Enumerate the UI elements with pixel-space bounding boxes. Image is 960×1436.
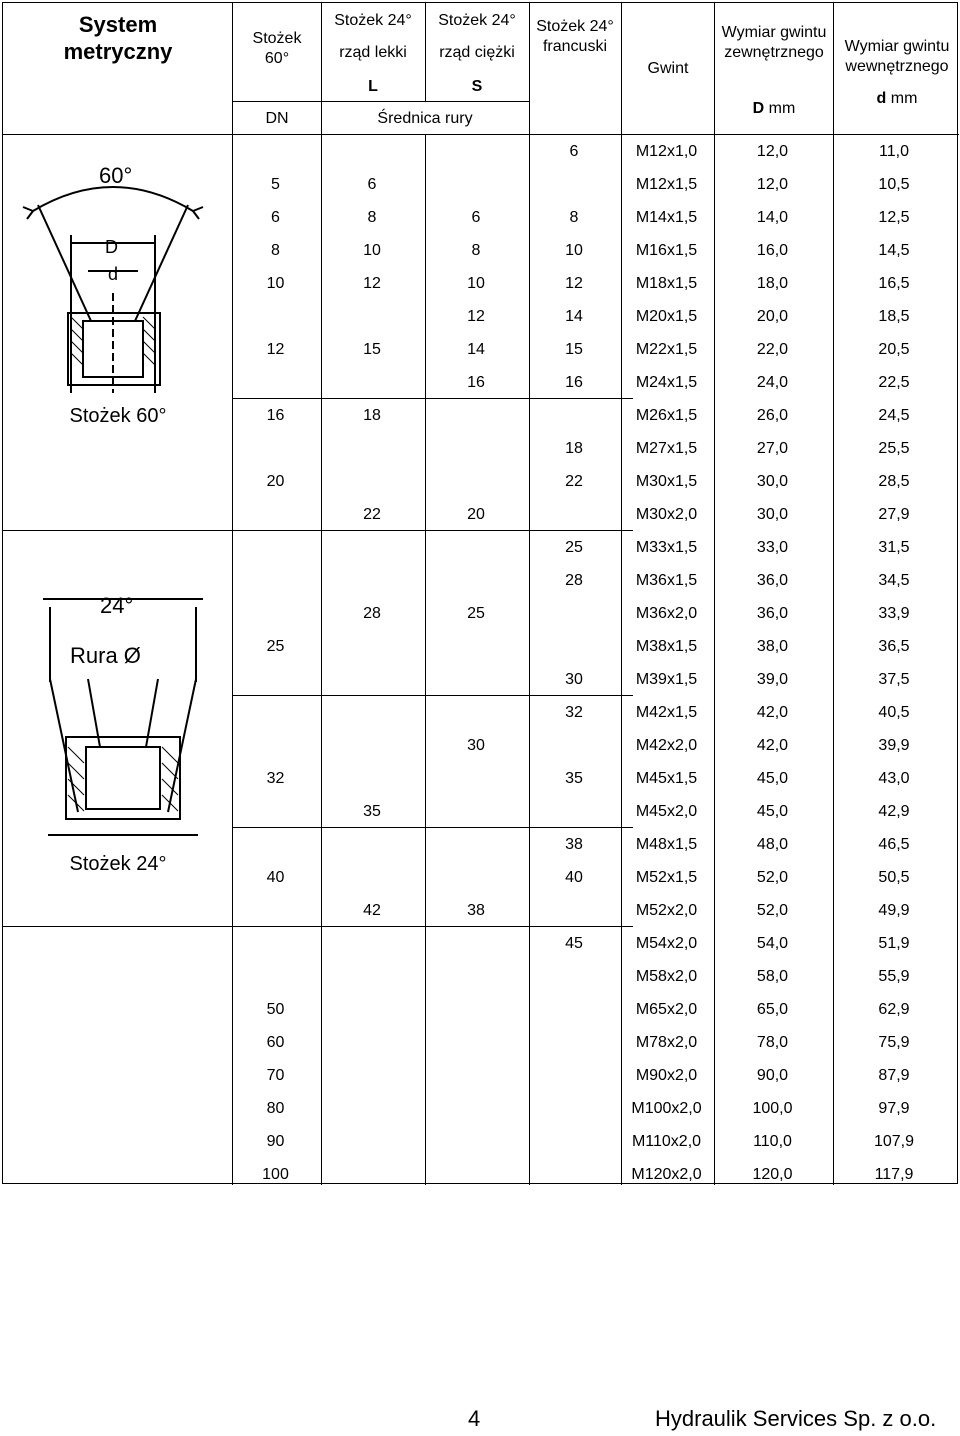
cell-thread: M120x2,0 xyxy=(631,1166,702,1183)
cell-heavy xyxy=(424,927,528,960)
cell-thread: M78x2,0 xyxy=(635,1034,698,1051)
table-row xyxy=(231,828,956,861)
cell-dn: 60 xyxy=(266,1034,285,1051)
cell-light xyxy=(320,1158,424,1191)
cell-ext-diameter: 45,0 xyxy=(756,770,789,787)
cell-heavy: 12 xyxy=(467,308,485,325)
fig60-D: D xyxy=(105,237,118,257)
cell-thread: M22x1,5 xyxy=(635,341,698,358)
cell-thread: M27x1,5 xyxy=(635,440,698,457)
cell-int-diameter: 28,5 xyxy=(878,473,910,490)
header-ext-thread: Wymiar gwintu zewnętrznego xyxy=(721,24,827,61)
table-row xyxy=(231,729,956,762)
cell-french: 8 xyxy=(569,209,579,226)
cell-thread: M45x1,5 xyxy=(635,770,698,787)
cell-thread: M18x1,5 xyxy=(635,275,698,292)
cell-french xyxy=(528,168,620,201)
cone60-figure xyxy=(13,153,223,403)
cell-heavy: 14 xyxy=(467,341,485,358)
cell-french xyxy=(528,1125,620,1158)
table-row xyxy=(231,960,956,993)
cell-int-diameter: 11,0 xyxy=(879,143,909,160)
cell-ext-diameter: 120,0 xyxy=(752,1166,793,1183)
cell-thread: M52x2,0 xyxy=(635,902,698,919)
cell-thread: M38x1,5 xyxy=(635,638,698,655)
cell-french: 35 xyxy=(565,770,583,787)
header-S: S xyxy=(471,78,483,95)
cell-int-diameter: 42,9 xyxy=(878,803,910,820)
divider xyxy=(425,3,426,101)
cell-light xyxy=(320,762,424,795)
cell-int-diameter: 49,9 xyxy=(878,902,910,919)
fig60-angle: 60° xyxy=(99,163,133,188)
header-cone24-french: Stożek 24° francuski xyxy=(536,18,614,55)
table-row xyxy=(231,201,956,234)
cell-thread: M48x1,5 xyxy=(635,836,698,853)
table-row xyxy=(231,927,956,960)
table-row xyxy=(231,498,956,531)
cell-thread: M100x2,0 xyxy=(631,1100,702,1117)
cell-light xyxy=(320,828,424,861)
table-row xyxy=(231,1026,956,1059)
table-row xyxy=(231,135,956,168)
cell-ext-diameter: 36,0 xyxy=(756,605,789,622)
cell-dn xyxy=(231,828,320,861)
header-cone24-light: Stożek 24° xyxy=(334,12,412,29)
cell-dn: 12 xyxy=(266,341,285,358)
cell-light xyxy=(320,531,424,564)
cell-ext-diameter: 20,0 xyxy=(756,308,789,325)
cone60-label: Stożek 60° xyxy=(69,405,167,427)
table-row xyxy=(231,894,956,927)
cell-dn: 16 xyxy=(266,407,285,424)
cell-thread: M12x1,5 xyxy=(635,176,698,193)
cell-french: 14 xyxy=(565,308,583,325)
cell-light xyxy=(320,1125,424,1158)
cell-light: 18 xyxy=(363,407,381,424)
cell-light xyxy=(320,861,424,894)
cell-thread: M54x2,0 xyxy=(635,935,698,952)
header-cone24-light-row: rząd lekki xyxy=(339,44,407,61)
cell-int-diameter: 37,5 xyxy=(878,671,910,688)
cell-ext-diameter: 110,0 xyxy=(753,1133,792,1150)
cell-light xyxy=(320,630,424,663)
cell-dn xyxy=(231,564,320,597)
cell-heavy xyxy=(424,696,528,729)
cell-french: 6 xyxy=(569,143,579,160)
cell-french xyxy=(528,597,620,630)
cell-french: 38 xyxy=(565,836,583,853)
cell-light xyxy=(320,663,424,696)
cell-light: 35 xyxy=(363,803,381,820)
cell-ext-diameter: 42,0 xyxy=(756,737,789,754)
page-number: 4 xyxy=(468,1406,481,1431)
cell-int-diameter: 22,5 xyxy=(878,374,910,391)
cell-dn xyxy=(231,366,320,399)
cell-ext-diameter: 12,0 xyxy=(756,176,789,193)
cell-dn xyxy=(231,960,320,993)
header-L: L xyxy=(368,78,378,95)
cell-int-diameter: 10,5 xyxy=(878,176,910,193)
cell-french: 25 xyxy=(565,539,583,556)
cell-int-diameter: 12,5 xyxy=(878,209,910,226)
cell-thread: M39x1,5 xyxy=(635,671,698,688)
fig24-pipe: Rura Ø xyxy=(70,643,141,668)
cell-ext-diameter: 18,0 xyxy=(756,275,789,292)
cell-thread: M42x1,5 xyxy=(635,704,698,721)
cell-ext-diameter: 22,0 xyxy=(756,341,789,358)
cell-int-diameter: 36,5 xyxy=(878,638,910,655)
cell-heavy xyxy=(424,399,528,432)
table-row xyxy=(231,168,956,201)
cell-int-diameter: 46,5 xyxy=(878,836,910,853)
cell-french: 16 xyxy=(565,374,583,391)
cell-int-diameter: 107,9 xyxy=(873,1133,915,1150)
cell-heavy xyxy=(424,1125,528,1158)
cell-ext-diameter: 33,0 xyxy=(756,539,789,556)
cell-light xyxy=(320,300,424,333)
header-pipe-diameter: Średnica rury xyxy=(377,110,473,127)
fig24-angle: 24° xyxy=(100,593,134,618)
cell-dn: 40 xyxy=(266,869,285,886)
table-row xyxy=(231,300,956,333)
cell-heavy xyxy=(424,993,528,1026)
cone24-figure xyxy=(38,587,208,847)
cell-ext-diameter: 65,0 xyxy=(756,1001,789,1018)
table-row xyxy=(231,267,956,300)
table-row xyxy=(231,465,956,498)
cell-french: 45 xyxy=(565,935,583,952)
cell-ext-diameter: 30,0 xyxy=(756,473,789,490)
cell-int-diameter: 20,5 xyxy=(878,341,910,358)
cell-french xyxy=(528,795,620,828)
cell-heavy xyxy=(424,465,528,498)
table-row xyxy=(231,234,956,267)
cell-heavy: 8 xyxy=(471,242,481,259)
header-cone60: Stożek 60° xyxy=(252,30,302,67)
cell-french: 40 xyxy=(565,869,583,886)
cell-thread: M45x2,0 xyxy=(635,803,698,820)
cell-ext-diameter: 45,0 xyxy=(756,803,789,820)
cell-ext-diameter: 58,0 xyxy=(756,968,789,985)
cell-heavy: 20 xyxy=(467,506,485,523)
table-row xyxy=(231,663,956,696)
cell-heavy: 30 xyxy=(467,737,485,754)
cell-heavy xyxy=(424,795,528,828)
cell-ext-diameter: 16,0 xyxy=(756,242,789,259)
cell-dn xyxy=(231,795,320,828)
cell-french xyxy=(528,498,620,531)
header-cone24-heavy: Stożek 24° xyxy=(438,12,516,29)
cell-int-diameter: 62,9 xyxy=(878,1001,910,1018)
cell-dn: 8 xyxy=(271,242,280,259)
table-row xyxy=(231,1125,956,1158)
table-row xyxy=(231,399,956,432)
cell-light xyxy=(320,366,424,399)
cell-thread: M16x1,5 xyxy=(635,242,698,259)
cell-ext-diameter: 100,0 xyxy=(752,1100,793,1117)
header-cone24-heavy-row: rząd ciężki xyxy=(439,44,515,61)
table-row xyxy=(231,366,956,399)
cell-thread: M42x2,0 xyxy=(635,737,698,754)
cell-dn xyxy=(231,135,320,168)
cell-light xyxy=(320,927,424,960)
cell-light: 22 xyxy=(363,506,381,523)
cell-dn xyxy=(231,663,320,696)
cell-dn: 100 xyxy=(262,1166,289,1183)
cell-heavy xyxy=(424,762,528,795)
cell-thread: M110x2,0 xyxy=(631,1133,702,1150)
cell-french xyxy=(528,630,620,663)
cell-french xyxy=(528,1026,620,1059)
cell-french: 15 xyxy=(565,341,583,358)
cell-heavy xyxy=(424,630,528,663)
cell-int-diameter: 75,9 xyxy=(878,1034,910,1051)
cell-thread: M90x2,0 xyxy=(635,1067,698,1084)
cell-french xyxy=(528,399,620,432)
cell-int-diameter: 31,5 xyxy=(878,539,910,556)
cell-heavy: 38 xyxy=(467,902,485,919)
cell-heavy xyxy=(424,663,528,696)
cell-french: 12 xyxy=(565,275,583,292)
cell-int-diameter: 50,5 xyxy=(878,869,910,886)
cell-ext-diameter: 54,0 xyxy=(756,935,789,952)
cell-french xyxy=(528,1092,620,1125)
divider xyxy=(3,134,232,135)
table-row xyxy=(231,1158,956,1191)
cell-light xyxy=(320,1026,424,1059)
cell-light xyxy=(320,696,424,729)
cell-dn xyxy=(231,894,320,927)
cell-light: 28 xyxy=(363,605,381,622)
cell-french xyxy=(528,729,620,762)
cell-light xyxy=(320,564,424,597)
cell-ext-diameter: 30,0 xyxy=(756,506,789,523)
cell-thread: M33x1,5 xyxy=(635,539,698,556)
cell-thread: M12x1,0 xyxy=(635,143,698,160)
header-ext-unit: D mm xyxy=(752,100,796,117)
cell-ext-diameter: 36,0 xyxy=(756,572,789,589)
cell-heavy xyxy=(424,960,528,993)
table-row xyxy=(231,531,956,564)
cell-heavy xyxy=(424,1092,528,1125)
cell-french: 32 xyxy=(565,704,583,721)
cell-thread: M36x1,5 xyxy=(635,572,698,589)
table-row xyxy=(231,333,956,366)
cell-light: 42 xyxy=(363,902,381,919)
cell-ext-diameter: 90,0 xyxy=(756,1067,789,1084)
cell-int-diameter: 55,9 xyxy=(878,968,910,985)
table-row xyxy=(231,861,956,894)
cell-light xyxy=(320,1092,424,1125)
cell-dn xyxy=(231,927,320,960)
cell-french xyxy=(528,993,620,1026)
cell-dn xyxy=(231,531,320,564)
table-row xyxy=(231,564,956,597)
cell-french: 18 xyxy=(565,440,583,457)
cell-thread: M26x1,5 xyxy=(635,407,698,424)
table-row xyxy=(231,795,956,828)
cell-thread: M30x1,5 xyxy=(635,473,698,490)
company-name: Hydraulik Services Sp. z o.o. xyxy=(655,1406,937,1431)
cell-french: 10 xyxy=(565,242,583,259)
divider xyxy=(3,530,232,531)
divider xyxy=(232,101,529,102)
cell-dn xyxy=(231,300,320,333)
cell-light: 12 xyxy=(363,275,381,292)
cell-light xyxy=(320,465,424,498)
cell-thread: M58x2,0 xyxy=(635,968,698,985)
cell-dn: 25 xyxy=(266,638,285,655)
cell-heavy xyxy=(424,432,528,465)
cell-ext-diameter: 26,0 xyxy=(756,407,789,424)
cell-int-diameter: 97,9 xyxy=(878,1100,910,1117)
cell-heavy: 6 xyxy=(471,209,481,226)
cell-heavy xyxy=(424,1026,528,1059)
fig60-d: d xyxy=(108,264,119,284)
cell-ext-diameter: 42,0 xyxy=(756,704,789,721)
header-thread: Gwint xyxy=(647,60,689,77)
cell-light xyxy=(320,1059,424,1092)
cell-heavy xyxy=(424,531,528,564)
cell-ext-diameter: 78,0 xyxy=(756,1034,789,1051)
cell-light xyxy=(320,432,424,465)
cell-light xyxy=(320,993,424,1026)
table-row xyxy=(231,432,956,465)
cell-light: 8 xyxy=(367,209,377,226)
cell-ext-diameter: 52,0 xyxy=(756,869,789,886)
cell-int-diameter: 40,5 xyxy=(878,704,910,721)
cell-heavy xyxy=(424,168,528,201)
cell-heavy xyxy=(424,861,528,894)
table-row xyxy=(231,993,956,1026)
divider xyxy=(3,926,232,927)
cell-ext-diameter: 12,0 xyxy=(756,143,789,160)
cell-french: 28 xyxy=(565,572,583,589)
cell-light xyxy=(320,960,424,993)
cell-thread: M30x2,0 xyxy=(635,506,698,523)
table-row xyxy=(231,762,956,795)
cell-ext-diameter: 24,0 xyxy=(756,374,789,391)
cell-light: 15 xyxy=(363,341,381,358)
cell-int-diameter: 24,5 xyxy=(878,407,910,424)
table-row xyxy=(231,1092,956,1125)
table-row xyxy=(231,696,956,729)
cell-int-diameter: 16,5 xyxy=(878,275,910,292)
cell-int-diameter: 18,5 xyxy=(878,308,910,325)
table-row xyxy=(231,1059,956,1092)
cell-dn xyxy=(231,498,320,531)
cell-dn xyxy=(231,729,320,762)
header-dn: DN xyxy=(265,110,289,127)
cell-dn: 50 xyxy=(266,1001,285,1018)
cell-heavy xyxy=(424,1158,528,1191)
cell-int-diameter: 33,9 xyxy=(878,605,910,622)
cell-int-diameter: 14,5 xyxy=(878,242,910,259)
cell-heavy xyxy=(424,564,528,597)
cell-ext-diameter: 38,0 xyxy=(756,638,789,655)
cell-ext-diameter: 52,0 xyxy=(756,902,789,919)
cell-heavy xyxy=(424,828,528,861)
cell-int-diameter: 87,9 xyxy=(878,1067,910,1084)
cell-int-diameter: 39,9 xyxy=(878,737,910,754)
cell-dn xyxy=(231,696,320,729)
cell-light xyxy=(320,135,424,168)
cell-dn xyxy=(231,597,320,630)
cell-french xyxy=(528,1158,620,1191)
cell-dn: 6 xyxy=(271,209,280,226)
cell-heavy: 16 xyxy=(467,374,485,391)
cell-thread: M65x2,0 xyxy=(635,1001,698,1018)
cell-french xyxy=(528,960,620,993)
cell-dn: 80 xyxy=(266,1100,285,1117)
cell-dn: 90 xyxy=(266,1133,285,1150)
cell-int-diameter: 117,9 xyxy=(874,1166,914,1183)
table-row xyxy=(231,630,956,663)
cell-thread: M20x1,5 xyxy=(635,308,698,325)
cell-dn: 20 xyxy=(266,473,285,490)
cell-ext-diameter: 14,0 xyxy=(756,209,789,226)
cell-dn: 5 xyxy=(271,176,280,193)
cell-french: 22 xyxy=(565,473,583,490)
cell-heavy xyxy=(424,1059,528,1092)
cell-dn xyxy=(231,432,320,465)
system-title: System metryczny xyxy=(63,12,173,64)
cell-french: 30 xyxy=(565,671,583,688)
cell-int-diameter: 43,0 xyxy=(878,770,910,787)
cell-heavy xyxy=(424,135,528,168)
cell-thread: M14x1,5 xyxy=(635,209,698,226)
cell-ext-diameter: 27,0 xyxy=(756,440,789,457)
cell-french xyxy=(528,1059,620,1092)
cell-ext-diameter: 48,0 xyxy=(756,836,789,853)
cell-ext-diameter: 39,0 xyxy=(756,671,789,688)
table-row xyxy=(231,597,956,630)
cell-heavy: 10 xyxy=(467,275,485,292)
cell-int-diameter: 25,5 xyxy=(878,440,910,457)
cell-int-diameter: 51,9 xyxy=(878,935,910,952)
header-int-thread: Wymiar gwintu wewnętrznego xyxy=(844,38,950,75)
cell-light: 6 xyxy=(367,176,377,193)
cell-dn: 10 xyxy=(266,275,285,292)
cell-int-diameter: 34,5 xyxy=(878,572,910,589)
cone24-label: Stożek 24° xyxy=(69,853,167,875)
cell-int-diameter: 27,9 xyxy=(878,506,910,523)
cell-light: 10 xyxy=(363,242,381,259)
cell-heavy: 25 xyxy=(467,605,485,622)
cell-light xyxy=(320,729,424,762)
cell-thread: M24x1,5 xyxy=(635,374,698,391)
cell-french xyxy=(528,894,620,927)
cell-thread: M36x2,0 xyxy=(635,605,698,622)
cell-dn: 70 xyxy=(266,1067,285,1084)
cell-thread: M52x1,5 xyxy=(635,869,698,886)
header-int-unit: d mm xyxy=(876,90,918,107)
cell-dn: 32 xyxy=(266,770,285,787)
